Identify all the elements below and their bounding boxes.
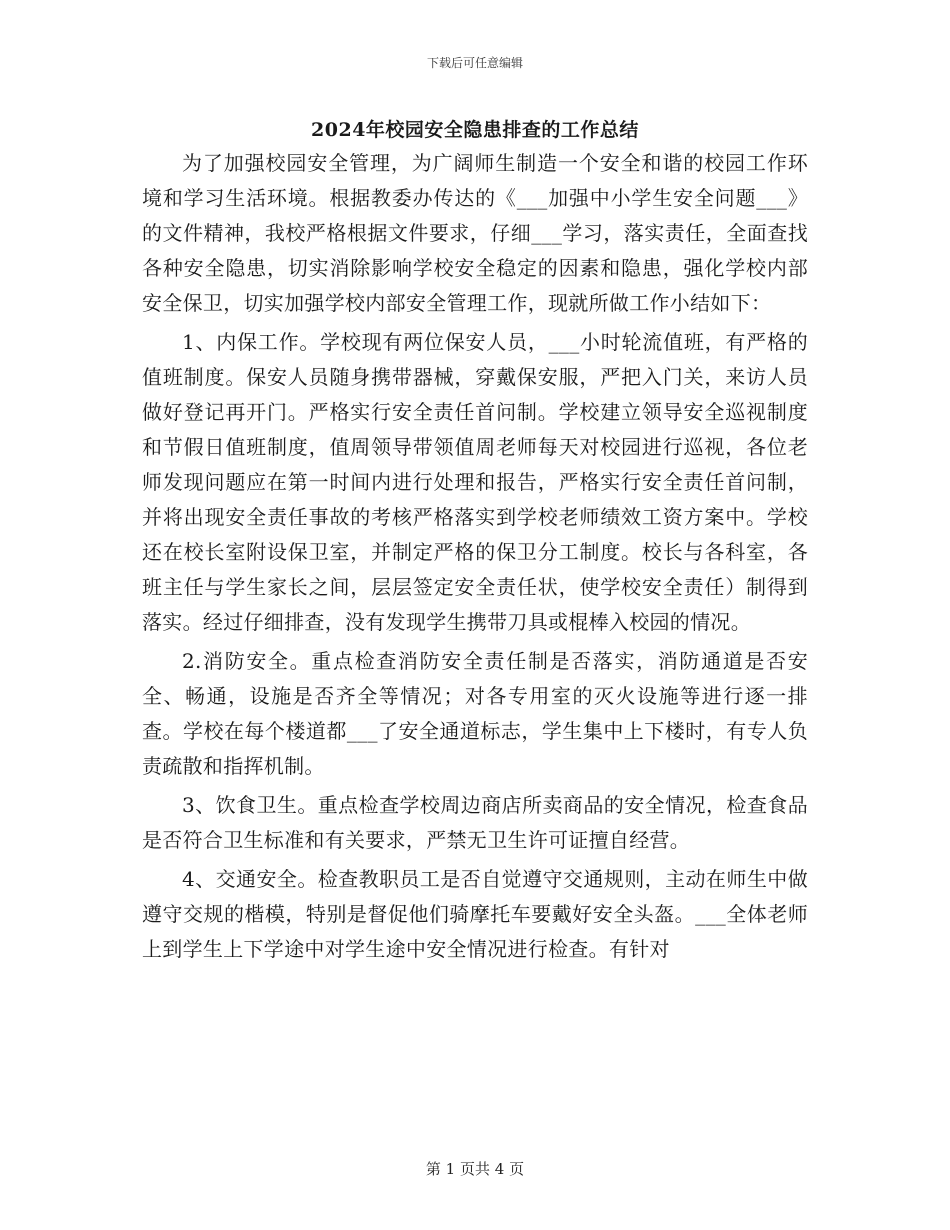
document-title: 2024年校园安全隐患排查的工作总结 [311,119,639,141]
paragraph-traffic-safety: 4、交通安全。检查教职员工是否自觉遵守交通规则，主动在师生中做遵守交规的楷模，特别是督促他们骑摩托车要戴好安全头盔。___全体老师上到学生上下学途中对学生途中安全情况进行检查。有针对 [142,867,808,961]
page-number: 第 1 页共 4 页 [425,1160,525,1178]
header-note: 下载后可任意编辑 [426,56,523,70]
paragraph-intro: 为了加强校园安全管理，为广阔师生制造一个安全和谐的校园工作环境和学习生活环境。根据教委办传达的《___加强中小学生安全问题___》的文件精神，我校严格根据文件要求，仔细___学习，落实责任，全面查找各种安全隐患，切实消除影响学校安全稳定的因素和隐患，强化学校内部安全保卫，切实加强学校内部安全管理工作，现就所做工作小结如下： [142,151,808,315]
paragraph-fire-safety: 2.消防安全。重点检查消防安全责任制是否落实，消防通道是否安全、畅通，设施是否齐全等情况；对各专用室的灭火设施等进行逐一排查。学校在每个楼道都___了安全通道标志，学生集中上下楼时，有专人负责疏散和指挥机制。 [142,649,808,778]
paragraph-food-hygiene: 3、饮食卫生。重点检查学校周边商店所卖商品的安全情况，检查食品是否符合卫生标准和有关要求，严禁无卫生许可证擅自经营。 [142,793,808,852]
paragraph-security: 1、内保工作。学校现有两位保安人员，___小时轮流值班，有严格的值班制度。保安人员随身携带器械，穿戴保安服，严把入门关，来访人员做好登记再开门。严格实行安全责任首问制。学校建立领导安全巡视制度和节假日值班制度，值周领导带领值周老师每天对校园进行巡视，各位老师发现问题应在第一时间内进行处理和报告，严格实行安全责任首问制，并将出现安全责任事故的考核严格落实到学校老师绩效工资方案中。学校还在校长室附设保卫室，并制定严格的保卫分工制度。校长与各科室，各班主任与学生家长之间，层层签定安全责任状，使学校安全责任）制得到落实。经过仔细排查，没有发现学生携带刀具或棍棒入校园的情况。 [142,330,808,634]
document-body [142,146,808,971]
